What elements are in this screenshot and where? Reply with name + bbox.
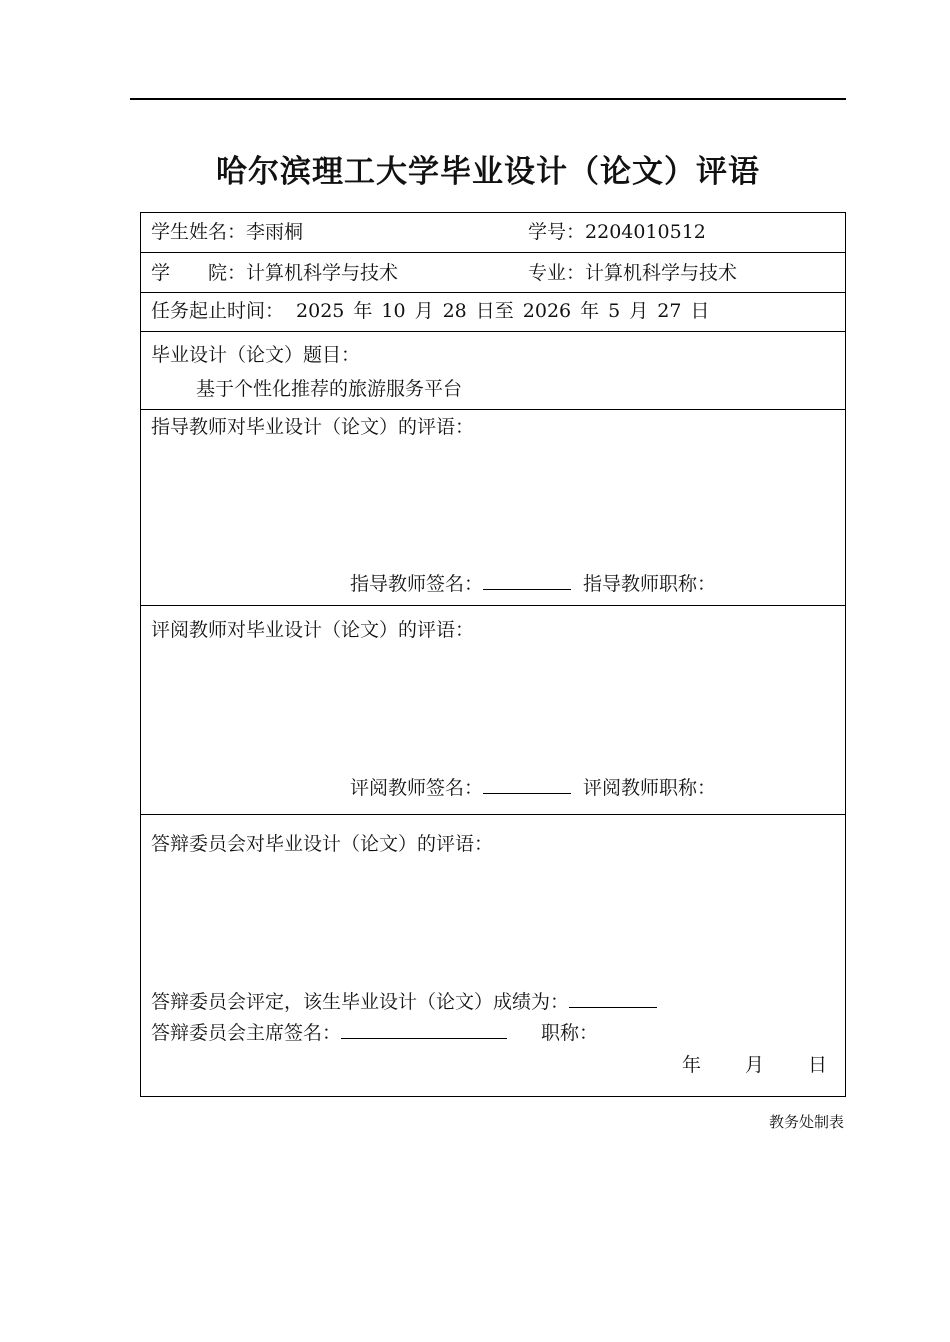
college-label-a: 学 [151,262,171,284]
date-year: 年 [682,1054,702,1076]
advisor-section [141,410,845,606]
advisor-title-label: 指导教师职称： [583,573,717,595]
major-value: 计算机科学与技术 [585,262,738,284]
committee-comment-label: 答辩委员会对毕业设计（论文）的评语： [151,833,494,855]
student-name-label: 学生姓名： [151,221,247,243]
topic-row [141,332,845,410]
end-day: 27 [657,300,682,322]
end-day-unit: 日 [690,300,710,322]
student-name-value: 李雨桐 [246,221,304,243]
start-day: 28 [442,300,467,322]
committee-chair-field [151,1024,598,1043]
committee-grade-field [151,993,657,1012]
advisor-comment-label: 指导教师对毕业设计（论文）的评语： [151,416,475,438]
reviewer-comment-label: 评阅教师对毕业设计（论文）的评语： [151,619,475,641]
student-row [141,213,845,253]
student-id-value: 2204010512 [585,221,706,243]
start-month: 10 [381,300,406,322]
end-year: 2026 [522,300,572,322]
committee-chair-label: 答辩委员会主席签名： [151,1022,342,1044]
reviewer-signature-blank[interactable] [483,793,571,794]
committee-grade-label: 答辩委员会评定，该生毕业设计（论文）成绩为： [151,991,570,1013]
page-title: 哈尔滨理工大学毕业设计（论文）评语 [216,154,760,190]
college-field [151,264,398,283]
major-label: 专业： [528,262,586,284]
advisor-signature-blank[interactable] [483,589,571,590]
task-period-field [151,302,709,321]
advisor-signature-field [350,575,716,594]
reviewer-signature-label: 评阅教师签名： [350,777,484,799]
committee-section [141,815,845,1096]
end-month-unit: 月 [629,300,649,322]
student-id-label: 学号： [528,221,586,243]
end-month: 5 [608,300,621,322]
college-value: 计算机科学与技术 [246,262,399,284]
chair-signature-blank[interactable] [341,1038,507,1039]
grade-blank[interactable] [569,1007,657,1008]
major-field [528,264,737,283]
start-year-unit: 年 [353,300,373,322]
committee-title-label: 职称： [541,1022,599,1044]
top-rule [130,98,846,100]
period-row [141,293,845,332]
advisor-signature-label: 指导教师签名： [350,573,484,595]
college-label-b: 院： [208,262,247,284]
evaluation-form [140,212,846,1097]
day-to: 日至 [475,300,514,322]
start-month-unit: 月 [414,300,434,322]
period-label: 任务起止时间： [151,300,285,322]
college-row [141,253,845,293]
start-year: 2025 [296,300,345,322]
reviewer-title-label: 评阅教师职称： [583,777,717,799]
date-month: 月 [745,1054,765,1076]
committee-date-field [682,1056,827,1075]
reviewer-section [141,606,845,815]
topic-value: 基于个性化推荐的旅游服务平台 [196,378,463,400]
topic-label: 毕业设计（论文）题目： [151,344,361,366]
reviewer-signature-field [350,779,716,798]
footer-note: 教务处制表 [768,1113,844,1131]
student-name-field [151,223,303,242]
end-year-unit: 年 [580,300,600,322]
student-id-field [528,223,706,242]
date-day: 日 [808,1054,828,1076]
